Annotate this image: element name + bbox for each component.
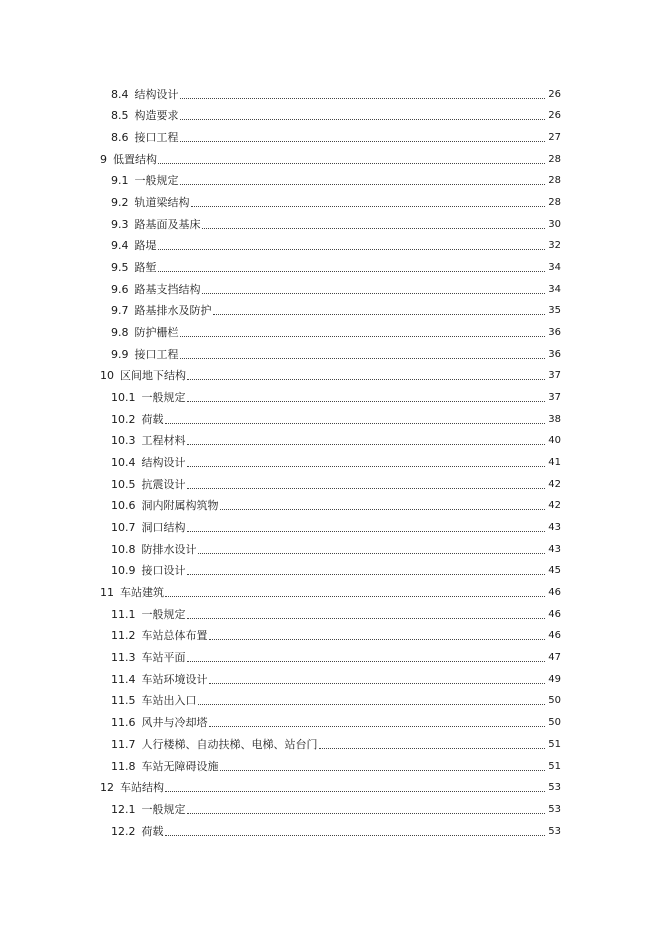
toc-entry-page-number: 45	[548, 565, 561, 577]
toc-entry-number: 9.7	[111, 304, 129, 318]
toc-entry-number: 11.7	[111, 737, 136, 751]
toc-entry-page-number: 46	[548, 587, 561, 599]
toc-section-entry[interactable]	[0, 708, 662, 730]
toc-entry-page-number: 32	[548, 240, 561, 252]
toc-entry-page-number: 34	[548, 262, 561, 274]
toc-entry-number: 10.4	[111, 456, 136, 470]
dot-leader	[187, 530, 546, 532]
dot-leader	[187, 617, 546, 619]
toc-entry-title: 接口工程	[134, 131, 179, 145]
toc-section-entry[interactable]	[0, 687, 662, 709]
toc-section-entry[interactable]	[0, 470, 662, 492]
toc-entry-number: 11	[100, 586, 114, 600]
toc-entry-title: 车站结构	[120, 781, 164, 795]
toc-chapter-entry[interactable]	[0, 774, 662, 796]
toc-entry-number: 9.5	[111, 261, 129, 275]
toc-entry-page-number: 26	[548, 88, 561, 100]
toc-chapter-entry[interactable]	[0, 362, 662, 384]
toc-section-entry[interactable]	[0, 80, 662, 102]
toc-section-entry[interactable]	[0, 557, 662, 579]
dot-leader	[187, 660, 546, 662]
toc-section-entry[interactable]	[0, 600, 662, 622]
toc-entry-title: 一般规定	[141, 607, 186, 621]
toc-chapter-entry[interactable]	[0, 578, 662, 600]
toc-chapter-entry[interactable]	[0, 145, 662, 167]
toc-entry-title: 洞内附属构筑物	[141, 499, 219, 513]
dot-leader	[220, 508, 546, 510]
toc-entry-number: 10.7	[111, 521, 136, 535]
toc-entry-page-number: 53	[548, 803, 561, 815]
dot-leader	[165, 595, 545, 597]
toc-entry-page-number: 51	[548, 760, 561, 772]
dot-leader	[158, 270, 546, 272]
toc-entry-number: 12.2	[111, 824, 136, 838]
dot-leader	[158, 248, 546, 250]
toc-entry-number: 9.1	[111, 174, 129, 188]
dot-leader	[187, 378, 545, 380]
toc-section-entry[interactable]	[0, 188, 662, 210]
toc-entry-number: 8.5	[111, 109, 129, 123]
toc-entry-number: 10.9	[111, 564, 136, 578]
dot-leader	[209, 725, 546, 727]
toc-section-entry[interactable]	[0, 795, 662, 817]
toc-entry-title: 风井与冷却塔	[141, 716, 208, 730]
toc-entry-page-number: 27	[548, 132, 561, 144]
toc-entry-page-number: 50	[548, 717, 561, 729]
toc-entry-number: 10.2	[111, 412, 136, 426]
toc-section-entry[interactable]	[0, 232, 662, 254]
toc-entry-title: 路基排水及防护	[134, 304, 212, 318]
toc-entry-title: 轨道梁结构	[134, 196, 190, 210]
toc-entry-page-number: 46	[548, 630, 561, 642]
toc-entry-page-number: 46	[548, 608, 561, 620]
dot-leader	[187, 443, 546, 445]
toc-entry-title: 低置结构	[113, 152, 157, 166]
toc-entry-title: 车站出入口	[141, 694, 197, 708]
toc-section-entry[interactable]	[0, 622, 662, 644]
toc-entry-number: 9.4	[111, 239, 129, 253]
toc-section-entry[interactable]	[0, 253, 662, 275]
toc-entry-title: 区间地下结构	[120, 369, 186, 383]
toc-entry-title: 接口设计	[141, 564, 186, 578]
toc-entry-number: 8.6	[111, 131, 129, 145]
toc-section-entry[interactable]	[0, 752, 662, 774]
toc-entry-title: 车站无障碍设施	[141, 759, 219, 773]
toc-entry-title: 防护栅栏	[134, 326, 179, 340]
dot-leader	[209, 682, 546, 684]
toc-entry-page-number: 37	[548, 370, 561, 382]
toc-entry-number: 10.5	[111, 477, 136, 491]
toc-entry-page-number: 42	[548, 478, 561, 490]
toc-entry-page-number: 28	[548, 153, 561, 165]
toc-entry-number: 9.2	[111, 196, 129, 210]
dot-leader	[165, 422, 546, 424]
toc-entry-page-number: 26	[548, 110, 561, 122]
toc-entry-title: 结构设计	[134, 87, 179, 101]
table-of-contents	[0, 80, 662, 839]
toc-entry-page-number: 51	[548, 738, 561, 750]
toc-entry-page-number: 42	[548, 500, 561, 512]
dot-leader	[180, 140, 546, 142]
toc-entry-title: 人行楼梯、自动扶梯、电梯、站台门	[141, 737, 318, 751]
toc-section-entry[interactable]	[0, 102, 662, 124]
dot-leader	[165, 790, 545, 792]
toc-entry-number: 9.3	[111, 217, 129, 231]
dot-leader	[319, 747, 546, 749]
toc-section-entry[interactable]	[0, 123, 662, 145]
dot-leader	[220, 769, 546, 771]
toc-entry-title: 一般规定	[134, 174, 179, 188]
toc-section-entry[interactable]	[0, 210, 662, 232]
dot-leader	[209, 638, 546, 640]
toc-entry-title: 洞口结构	[141, 521, 186, 535]
toc-entry-number: 11.2	[111, 629, 136, 643]
toc-entry-title: 工程材料	[141, 434, 186, 448]
toc-entry-number: 9.8	[111, 326, 129, 340]
toc-section-entry[interactable]	[0, 492, 662, 514]
toc-section-entry[interactable]	[0, 643, 662, 665]
dot-leader	[187, 573, 546, 575]
toc-entry-title: 荷载	[141, 824, 164, 838]
dot-leader	[187, 400, 546, 402]
dot-leader	[165, 834, 546, 836]
toc-entry-number: 9	[100, 152, 107, 166]
dot-leader	[180, 357, 546, 359]
toc-entry-number: 11.1	[111, 607, 136, 621]
toc-entry-page-number: 37	[548, 392, 561, 404]
dot-leader	[198, 552, 546, 554]
toc-entry-page-number: 47	[548, 652, 561, 664]
toc-entry-page-number: 53	[548, 825, 561, 837]
toc-entry-page-number: 49	[548, 673, 561, 685]
dot-leader	[158, 162, 545, 164]
toc-entry-page-number: 34	[548, 283, 561, 295]
toc-entry-number: 10.6	[111, 499, 136, 513]
toc-section-entry[interactable]	[0, 340, 662, 362]
toc-entry-title: 路堤	[134, 239, 157, 253]
toc-entry-number: 10.1	[111, 391, 136, 405]
dot-leader	[198, 703, 546, 705]
dot-leader	[180, 335, 546, 337]
toc-entry-page-number: 36	[548, 348, 561, 360]
dot-leader	[180, 118, 546, 120]
toc-entry-page-number: 38	[548, 413, 561, 425]
toc-section-entry[interactable]	[0, 448, 662, 470]
toc-entry-page-number: 40	[548, 435, 561, 447]
toc-entry-page-number: 41	[548, 457, 561, 469]
toc-section-entry[interactable]	[0, 167, 662, 189]
toc-entry-page-number: 30	[548, 218, 561, 230]
dot-leader	[191, 205, 546, 207]
toc-entry-page-number: 28	[548, 197, 561, 209]
toc-entry-number: 10.3	[111, 434, 136, 448]
toc-entry-number: 11.4	[111, 672, 136, 686]
toc-entry-title: 车站总体布置	[141, 629, 208, 643]
toc-entry-title: 一般规定	[141, 802, 186, 816]
toc-entry-title: 一般规定	[141, 391, 186, 405]
toc-entry-number: 11.6	[111, 716, 136, 730]
toc-entry-title: 车站建筑	[120, 586, 164, 600]
toc-entry-title: 路基面及基床	[134, 217, 201, 231]
toc-entry-number: 12	[100, 781, 114, 795]
dot-leader	[202, 227, 546, 229]
toc-entry-page-number: 36	[548, 327, 561, 339]
toc-section-entry[interactable]	[0, 383, 662, 405]
toc-section-entry[interactable]	[0, 318, 662, 340]
toc-entry-title: 车站环境设计	[141, 672, 208, 686]
toc-entry-title: 路堑	[134, 261, 157, 275]
toc-entry-title: 荷载	[141, 412, 164, 426]
toc-entry-number: 12.1	[111, 802, 136, 816]
dot-leader	[213, 313, 546, 315]
toc-section-entry[interactable]	[0, 405, 662, 427]
toc-entry-page-number: 50	[548, 695, 561, 707]
toc-entry-page-number: 53	[548, 782, 561, 794]
toc-entry-title: 车站平面	[141, 651, 186, 665]
toc-entry-number: 8.4	[111, 87, 129, 101]
dot-leader	[187, 812, 546, 814]
toc-section-entry[interactable]	[0, 730, 662, 752]
dot-leader	[202, 292, 546, 294]
toc-section-entry[interactable]	[0, 297, 662, 319]
toc-entry-title: 防排水设计	[141, 542, 197, 556]
toc-entry-number: 11.8	[111, 759, 136, 773]
dot-leader	[187, 465, 546, 467]
toc-entry-title: 构造要求	[134, 109, 179, 123]
toc-entry-page-number: 43	[548, 543, 561, 555]
toc-entry-number: 10	[100, 369, 114, 383]
toc-entry-page-number: 35	[548, 305, 561, 317]
toc-entry-number: 9.6	[111, 282, 129, 296]
toc-entry-number: 9.9	[111, 347, 129, 361]
toc-entry-page-number: 28	[548, 175, 561, 187]
dot-leader	[180, 97, 546, 99]
toc-section-entry[interactable]	[0, 427, 662, 449]
toc-entry-page-number: 43	[548, 522, 561, 534]
toc-entry-number: 11.3	[111, 651, 136, 665]
toc-section-entry[interactable]	[0, 817, 662, 839]
toc-entry-title: 结构设计	[141, 456, 186, 470]
toc-entry-title: 接口工程	[134, 347, 179, 361]
toc-entry-number: 10.8	[111, 542, 136, 556]
toc-section-entry[interactable]	[0, 665, 662, 687]
toc-entry-title: 抗震设计	[141, 477, 186, 491]
toc-section-entry[interactable]	[0, 275, 662, 297]
toc-entry-number: 11.5	[111, 694, 136, 708]
toc-entry-title: 路基支挡结构	[134, 282, 201, 296]
dot-leader	[187, 487, 546, 489]
dot-leader	[180, 183, 546, 185]
toc-section-entry[interactable]	[0, 513, 662, 535]
toc-section-entry[interactable]	[0, 535, 662, 557]
